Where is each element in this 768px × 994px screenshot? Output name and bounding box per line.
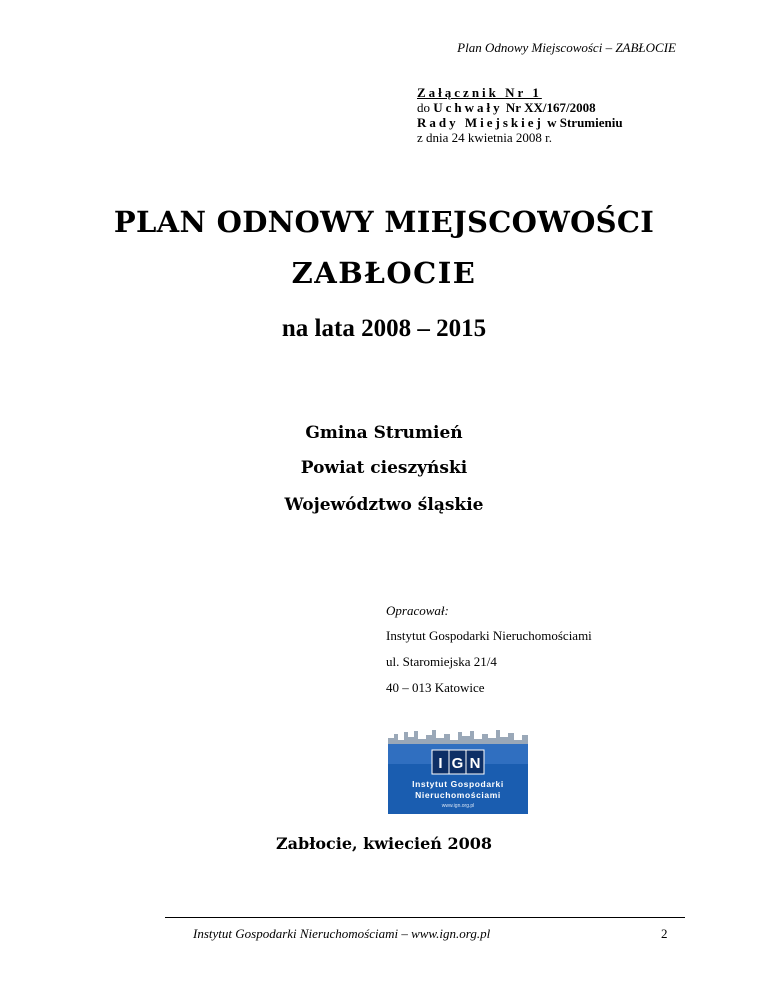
annex-resolution-number: Nr XX/167/2008 (502, 100, 596, 115)
logo-url: www.ign.org.pl (441, 803, 475, 809)
annex-council-place: w Strumieniu (543, 115, 623, 130)
logo-letter-i: I (438, 755, 443, 772)
author-name: Instytut Gospodarki Nieruchomościami (386, 628, 592, 643)
annex-block (417, 85, 623, 145)
title-line-3: na lata 2008 – 2015 (281, 315, 487, 342)
title-line-1: PLAN ODNOWY MIEJSCOWOŚCI (113, 205, 655, 239)
location-gmina: Gmina Strumień (305, 423, 463, 443)
annex-prefix: do (417, 100, 434, 115)
ign-logo (388, 728, 528, 814)
logo-letter-g: G (451, 755, 464, 772)
logo-line-1: Instytut Gospodarki (412, 779, 504, 789)
running-header: Plan Odnowy Miejscowości – ZABŁOCIE (457, 40, 676, 55)
author-label: Opracował: (386, 603, 449, 618)
logo-letter-n: N (469, 755, 481, 772)
location-powiat: Powiat cieszyński (300, 458, 468, 478)
annex-council: Rady Miejskiej (417, 115, 544, 130)
ign-logo-graphic (388, 728, 528, 814)
page-number: 2 (661, 926, 668, 941)
footer-text: Instytut Gospodarki Nieruchomościami – www.ign.org.pl (193, 926, 491, 941)
footer-rule (165, 917, 685, 918)
annex-date: z dnia 24 kwietnia 2008 r. (417, 130, 553, 145)
title-line-2: ZABŁOCIE (291, 256, 477, 290)
logo-line-2: Nieruchomościami (415, 790, 501, 800)
location-wojewodztwo: Województwo śląskie (284, 495, 484, 515)
author-city: 40 – 013 Katowice (386, 680, 485, 695)
author-street: ul. Staromiejska 21/4 (386, 654, 497, 669)
annex-resolution-word: Uchwały (433, 100, 503, 115)
place-date: Zabłocie, kwiecień 2008 (275, 834, 493, 853)
annex-label: Załącznik Nr 1 (417, 85, 542, 100)
